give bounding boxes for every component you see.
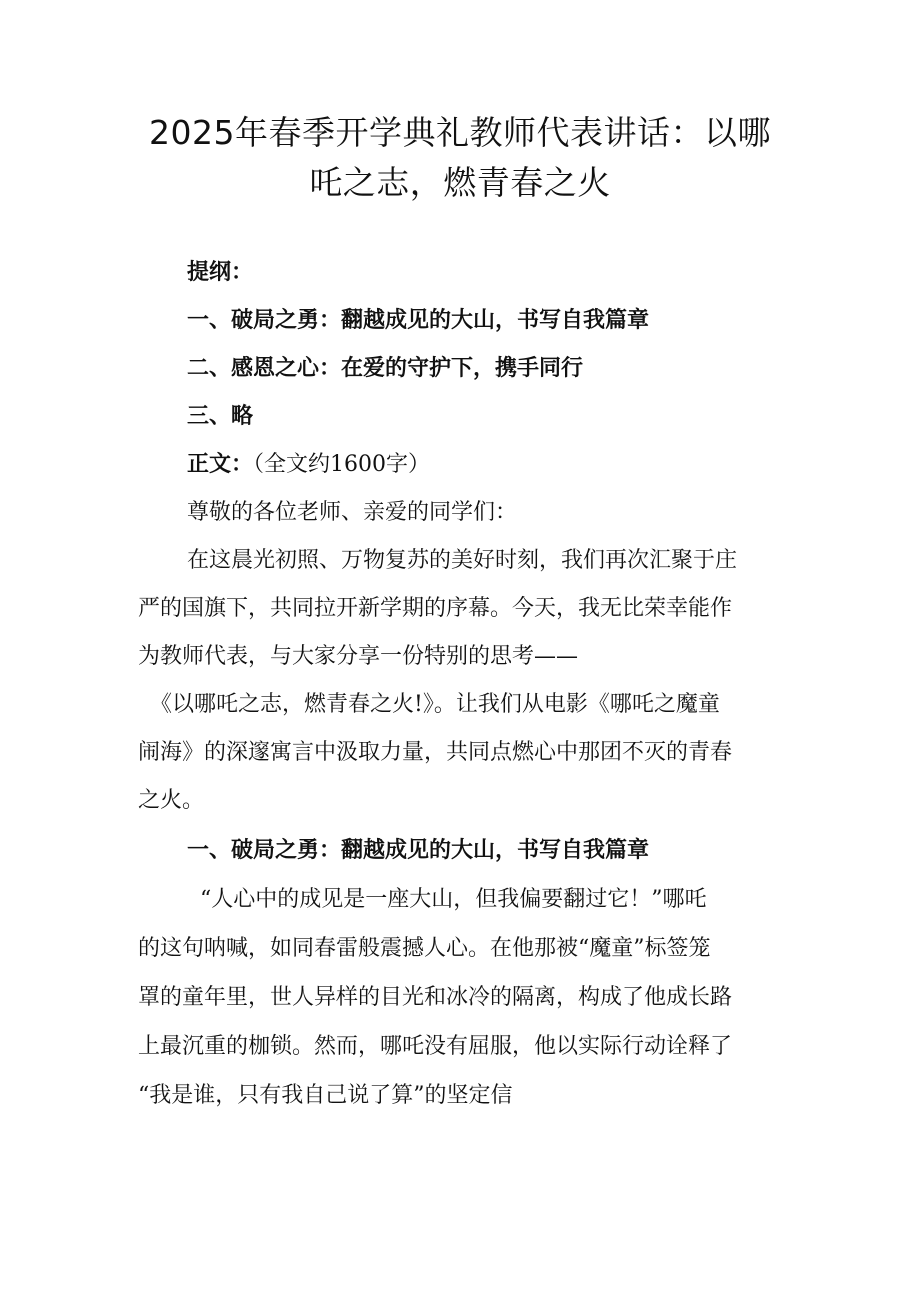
document-title	[120, 108, 800, 208]
body-label: 正文：	[187, 452, 254, 477]
outline-item-3: 三、略	[187, 404, 254, 429]
title-line-1: 2025年春季开学典礼教师代表讲话：以哪	[149, 113, 771, 152]
greeting: 尊敬的各位老师、亲爱的同学们：	[187, 500, 518, 525]
body-length-note: （全文约1600字）	[253, 452, 431, 477]
paragraph-2-line-2: 的这句呐喊，如同春雷般震撼人心。在他那被“魔童”标签笼	[138, 936, 711, 961]
body-heading	[187, 450, 837, 480]
paragraph-1-line-6: 之火。	[138, 788, 205, 813]
outline-item-1: 一、破局之勇：翻越成见的大山，书写自我篇章	[187, 308, 650, 333]
paragraph-2-line-5: “我是谁，只有我自己说了算”的坚定信	[138, 1083, 513, 1108]
outline-label: 提纲：	[187, 260, 254, 285]
title-line-2: 吒之志，燃青春之火	[309, 163, 611, 202]
outline-item-2: 二、感恩之心：在爱的守护下，携手同行	[187, 356, 584, 381]
paragraph-1-line-2: 严的国旗下，共同拉开新学期的序幕。今天，我无比荣幸能作	[138, 596, 733, 621]
paragraph-2-line-1: “人心中的成见是一座大山，但我偏要翻过它！”哪吒	[200, 887, 707, 912]
paragraph-1-line-5: 闹海》的深邃寓言中汲取力量，共同点燃心中那团不灭的青春	[138, 740, 733, 765]
paragraph-2-line-3: 罩的童年里，世人异样的目光和冰冷的隔离，构成了他成长路	[138, 985, 733, 1010]
paragraph-1-line-4: 《以哪吒之志，燃青春之火!》。让我们从电影《哪吒之魔童	[150, 692, 720, 717]
paragraph-1-line-1: 在这晨光初照、万物复苏的美好时刻，我们再次汇聚于庄	[187, 548, 738, 573]
paragraph-2-line-4: 上最沉重的枷锁。然而，哪吒没有屈服，他以实际行动诠释了	[138, 1034, 733, 1059]
paragraph-1-line-3: 为教师代表，与大家分享一份特别的思考——	[138, 644, 579, 669]
section-1-heading: 一、破局之勇：翻越成见的大山，书写自我篇章	[187, 838, 650, 863]
